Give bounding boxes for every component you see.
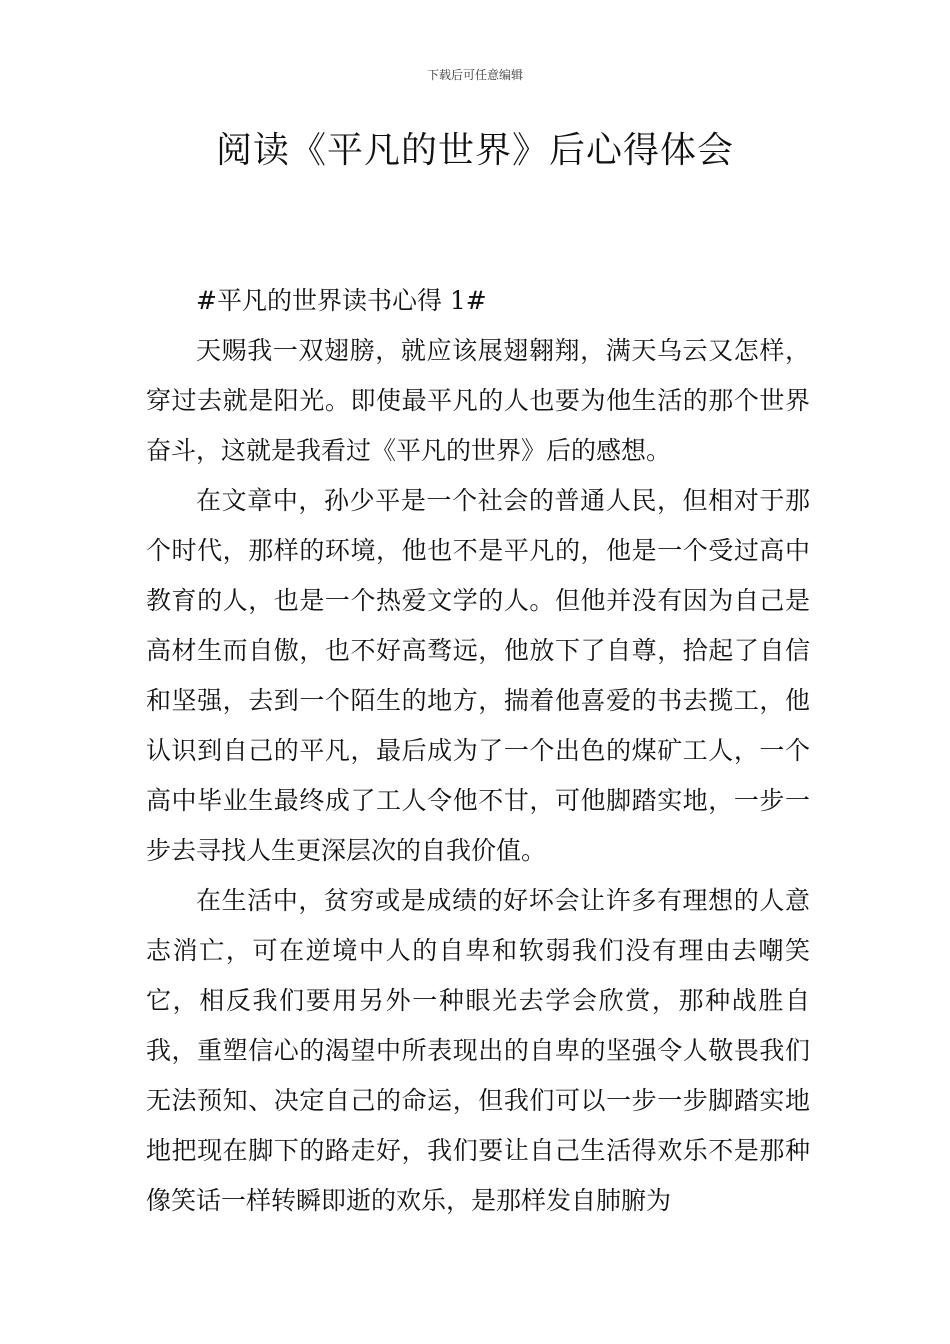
document-title: 阅读《平凡的世界》后心得体会 <box>215 130 734 171</box>
paragraph-1: 天赐我一双翅膀，就应该展翅翱翔，满天乌云又怎样，穿过去就是阳光。即使最平凡的人也要为他生活的那个世界奋斗，这就是我看过《平凡的世界》后的感想。 <box>146 336 810 465</box>
paragraph-3: 在生活中，贫穷或是成绩的好坏会让许多有理想的人意志消亡，可在逆境中人的自卑和软弱我们没有理由去嘲笑它，相反我们要用另外一种眼光去学会欣赏，那种战胜自我，重塑信心的渴望中所表现出的自卑的坚强令人敬畏我们无法预知、决定自己的命运，但我们可以一步一步脚踏实地地把现在脚下的路走好，我们要让自己生活得欢乐不是那种像笑话一样转瞬即逝的欢乐，是那样发自肺腑为 <box>146 886 810 1215</box>
header-note: 下载后可任意编辑 <box>426 68 523 82</box>
document-body <box>146 276 810 1226</box>
section-heading: #平凡的世界读书心得 1# <box>196 286 487 315</box>
paragraph-2: 在文章中，孙少平是一个社会的普通人民，但相对于那个时代，那样的环境，他也不是平凡的，他是一个受过高中教育的人，也是一个热爱文学的人。但他并没有因为自己是高材生而自傲，也不好高骛远，他放下了自尊，拾起了自信和坚强，去到一个陌生的地方，揣着他喜爱的书去揽工，他认识到自己的平凡，最后成为了一个出色的煤矿工人，一个高中毕业生最终成了工人令他不甘，可他脚踏实地，一步一步去寻找人生更深层次的自我价值。 <box>146 486 810 865</box>
